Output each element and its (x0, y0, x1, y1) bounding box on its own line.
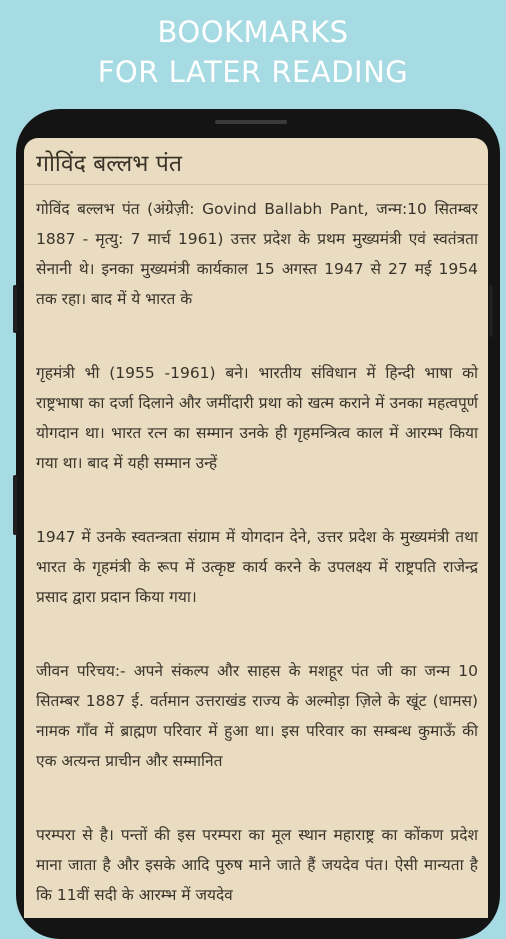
promo-line-2: FOR LATER READING (97, 55, 409, 89)
promo-line-1: BOOKMARKS (157, 15, 349, 49)
side-button-right (489, 285, 493, 337)
paragraph: 1947 में उनके स्वतन्त्रता संग्राम में योगदान देने, उत्तर प्रदेश के मुख्यमंत्री तथा भारत के गृहमंत्री के रूप में उत्कृष्ट कार्य करने के उपलक्ष्य में राष्ट्रपति राजेन्द्र प्रसाद द्वारा प्रदान किया गया। (36, 528, 478, 606)
page-title: गोविंद बल्लभ पंत (36, 151, 182, 177)
promo-headline (0, 12, 506, 92)
paragraph: गोविंद बल्लभ पंत (अंग्रेज़ी: Govind Ballabh Pant, जन्म:10 सितम्बर 1887 - मृत्यु: 7 मार्च 1961) उत्तर प्रदेश के प्रथम मुख्यमंत्री एवं स्वतंत्रता सेनानी थे। इनका मुख्यमंत्री कार्यकाल 15 अगस्त 1947 से 27 मई 1954 तक रहा। बाद में ये भारत के (36, 200, 478, 308)
article-body[interactable] (36, 194, 478, 918)
phone-speaker (215, 120, 287, 124)
paragraph: जीवन परिचय:- अपने संकल्प और साहस के मशहूर पंत जी का जन्म 10 सितम्बर 1887 ई. वर्तमान उत्तराखंड राज्य के अल्मोड़ा ज़िले के खूंट (धामस) नामक गाँव में ब्राह्मण परिवार में हुआ था। इस परिवार का सम्बन्ध कुमाऊँ की एक अत्यन्त प्राचीन और सम्मानित (36, 662, 478, 770)
reader-screen[interactable] (24, 138, 488, 918)
paragraph: परम्परा से है। पन्तों की इस परम्परा का मूल स्थान महाराष्ट्र का कोंकण प्रदेश माना जाता है और इसके आदि पुरुष माने जाते हैं जयदेव पंत। ऐसी मान्यता है कि 11वीं सदी के आरम्भ में जयदेव (36, 826, 478, 904)
volume-button (13, 285, 17, 333)
power-button (13, 475, 17, 535)
title-divider (24, 184, 488, 185)
paragraph: गृहमंत्री भी (1955 -1961) बने। भारतीय संविधान में हिन्दी भाषा को राष्ट्रभाषा का दर्जा दिलाने और जमींदारी प्रथा को खत्म कराने में उनका महत्वपूर्ण योगदान था। भारत रत्न का सम्मान उनके ही गृहमन्त्रित्व काल में आरम्भ किया गया था। बाद में यही सम्मान उन्हें (36, 364, 478, 472)
